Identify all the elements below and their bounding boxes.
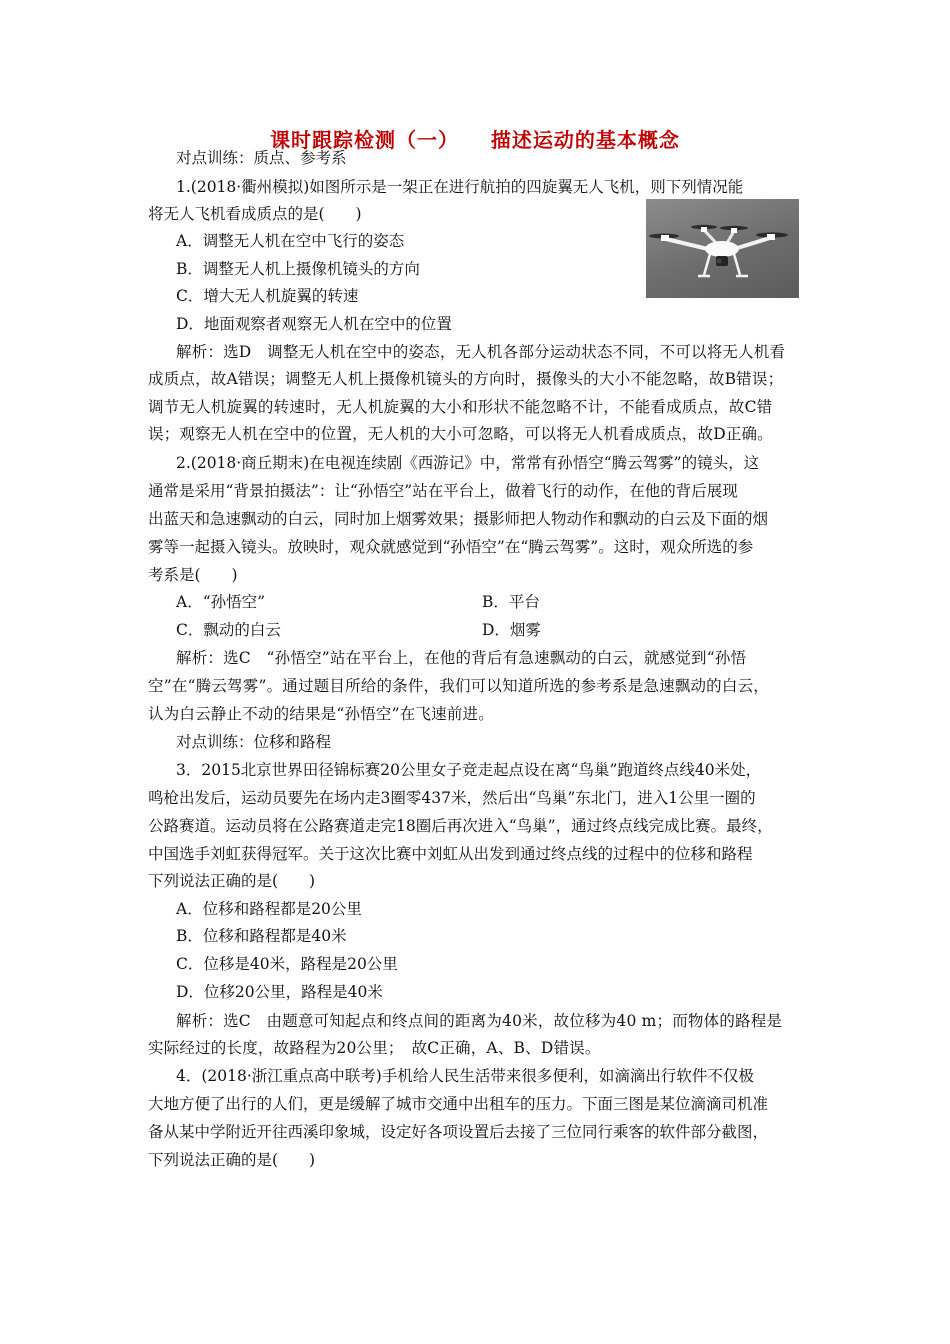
q1-analysis-line-4: 误；观察无人机在空中的位置，无人机的大小可忽略，可以将无人机看成质点，故D正确。 — [148, 425, 773, 443]
q1-analysis-line-3: 调节无人机旋翼的转速时，无人机旋翼的大小和形状不能忽略不计，不能看成质点，故C错 — [148, 398, 773, 416]
q3-stem-line-2: 鸣枪出发后，运动员要先在场内走3圈零437米，然后出“鸟巢”东北门，进入1公里一圈的 — [148, 789, 756, 807]
q3-analysis-line-1: 解析：选C 由题意可知起点和终点间的距离为40米，故位移为40 m；而物体的路程是 — [176, 1012, 783, 1030]
q2-stem-line-5: 考系是( ) — [148, 566, 238, 584]
q3-stem-line-3: 公路赛道。运动员将在公路赛道走完18圈后再次进入“鸟巢”，通过终点线完成比赛。最终， — [148, 817, 773, 835]
section-heading-1: 对点训练：质点、参考系 — [176, 149, 347, 167]
q4-stem-line-4: 下列说法正确的是( ) — [148, 1151, 316, 1169]
q4-stem-line-3: 备从某中学附近开往西溪印象城，设定好各项设置后去接了三位同行乘客的软件部分截图， — [148, 1123, 769, 1141]
drone-icon — [646, 199, 799, 298]
q3-stem-line-5: 下列说法正确的是( ) — [148, 872, 316, 890]
q1-stem-line-2: 将无人飞机看成质点的是( ) — [148, 205, 362, 223]
q2-analysis-line-3: 认为白云静止不动的结果是“孙悟空”在飞速前进。 — [148, 705, 494, 723]
q1-option-b: B．调整无人机上摄像机镜头的方向 — [176, 260, 420, 278]
q4-stem-line-2: 大地方便了出行的人们，更是缓解了城市交通中出租车的压力。下面三图是某位滴滴司机准 — [148, 1095, 769, 1113]
q3-analysis-line-2: 实际经过的长度，故路程为20公里； 故C正确，A、B、D错误。 — [148, 1039, 601, 1057]
q1-option-c: C．增大无人机旋翼的转速 — [176, 287, 359, 305]
q3-stem-line-1: 3．2015北京世界田径锦标赛20公里女子竞走起点设在离“鸟巢”跑道终点线40米处， — [176, 761, 762, 779]
q1-option-a: A．调整无人机在空中飞行的姿态 — [176, 232, 405, 250]
q2-stem-line-2: 通常是采用“背景拍摄法”：让“孙悟空”站在平台上，做着飞行的动作，在他的背后展现 — [148, 482, 738, 500]
q1-stem-line-1: 1.(2018·衢州模拟)如图所示是一架正在进行航拍的四旋翼无人飞机，则下列情况能 — [176, 178, 744, 196]
q2-stem-line-3: 出蓝天和急速飘动的白云，同时加上烟雾效果；摄影师把人物动作和飘动的白云及下面的烟 — [148, 510, 769, 528]
q3-option-b: B．位移和路程都是40米 — [176, 927, 347, 945]
q2-option-d: D．烟雾 — [482, 621, 541, 639]
q3-stem-line-4: 中国选手刘虹获得冠军。关于这次比赛中刘虹从出发到通过终点线的过程中的位移和路程 — [148, 845, 753, 863]
q2-option-b: B．平台 — [482, 593, 540, 611]
q1-analysis-line-2: 成质点，故A错误；调整无人机上摄像机镜头的方向时，摄像头的大小不能忽略，故B错误； — [148, 370, 784, 388]
q4-stem-line-1: 4．(2018·浙江重点高中联考)手机给人民生活带来很多便利，如滴滴出行软件不仅极 — [176, 1067, 754, 1085]
q2-analysis-line-1: 解析：选C “孙悟空”站在平台上，在他的背后有急速飘动的白云，就感觉到“孙悟 — [176, 649, 747, 667]
page-title: 课时跟踪检测（一） 描述运动的基本概念 — [270, 128, 680, 152]
drone-photo — [646, 199, 799, 298]
q2-stem-line-1: 2.(2018·商丘期末)在电视连续剧《西游记》中，常常有孙悟空“腾云驾雾”的镜头，这 — [176, 454, 760, 472]
q1-analysis-line-1: 解析：选D 调整无人机在空中的姿态，无人机各部分运动状态不同，不可以将无人机看 — [176, 343, 786, 361]
section-heading-2: 对点训练：位移和路程 — [176, 733, 332, 751]
q2-option-c: C．飘动的白云 — [176, 621, 281, 639]
q2-option-a: A．“孙悟空” — [176, 593, 266, 611]
q3-option-a: A．位移和路程都是20公里 — [176, 900, 362, 918]
q3-option-c: C．位移是40米，路程是20公里 — [176, 955, 398, 973]
q2-stem-line-4: 雾等一起摄入镜头。放映时，观众就感觉到“孙悟空”在“腾云驾雾”。这时，观众所选的参 — [148, 538, 754, 556]
q1-option-d: D．地面观察者观察无人机在空中的位置 — [176, 315, 452, 333]
q3-option-d: D．位移20公里，路程是40米 — [176, 983, 383, 1001]
q2-analysis-line-2: 空”在“腾云驾雾”。通过题目所给的条件，我们可以知道所选的参考系是急速飘动的白云， — [148, 677, 769, 695]
